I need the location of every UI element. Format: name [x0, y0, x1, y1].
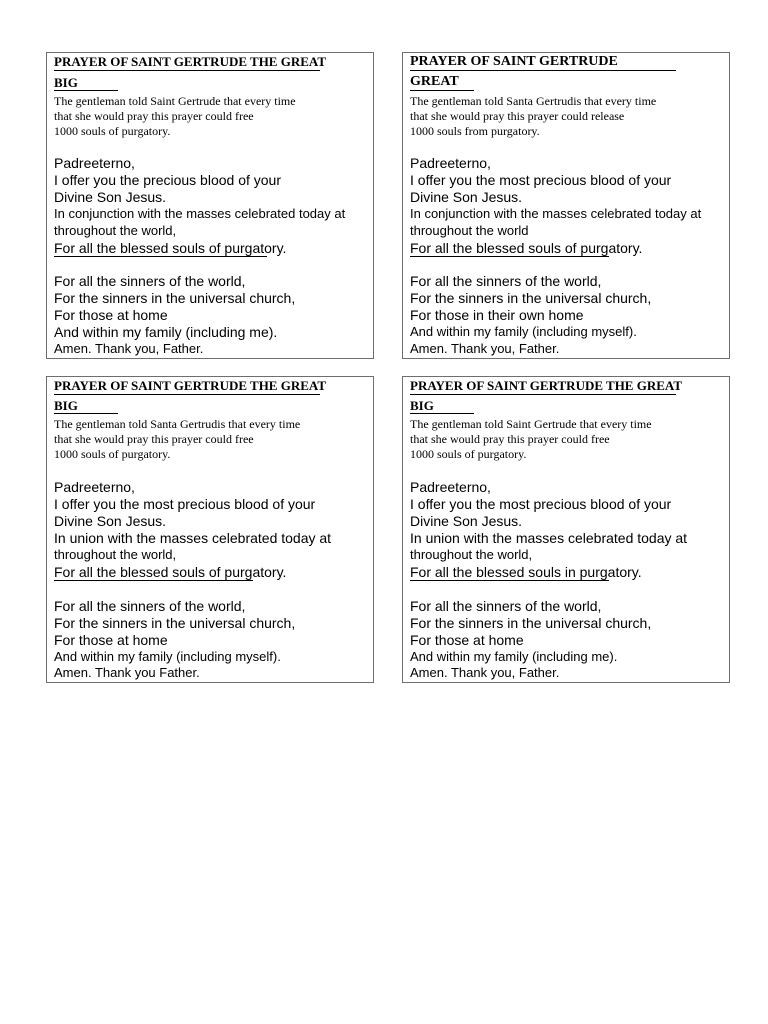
prayer-address: Padreeterno,: [54, 479, 135, 495]
intro-line: that she would pray this prayer could free: [410, 432, 610, 446]
subtitle-underline: [410, 90, 474, 91]
souls-line: For all the blessed souls of purgatory.: [410, 240, 643, 256]
prayer-card: [402, 52, 730, 359]
prayer-line: In union with the masses celebrated today at: [54, 530, 332, 546]
prayer-line: throughout the world: [410, 223, 529, 238]
closing-line: And within my family (including me).: [410, 649, 618, 664]
intro-line: 1000 souls of purgatory.: [54, 124, 171, 138]
intro-line: The gentleman told Saint Gertrude that every time: [54, 94, 296, 108]
title-underline: [54, 394, 320, 395]
closing-line: For those at home: [54, 307, 168, 323]
closing-line: And within my family (including myself).: [54, 649, 281, 664]
prayer-address: Padreeterno,: [410, 155, 491, 171]
intro-line: 1000 souls from purgatory.: [410, 124, 540, 138]
closing-line: For all the sinners of the world,: [54, 598, 246, 614]
intro-line: that she would pray this prayer could release: [410, 109, 625, 123]
prayer-line: I offer you the precious blood of your: [54, 172, 281, 188]
prayer-card: [46, 52, 374, 359]
prayer-line: Divine Son Jesus.: [410, 513, 523, 529]
intro-line: The gentleman told Santa Gertrudis that every time: [410, 94, 657, 108]
card-title: PRAYER OF SAINT GERTRUDE THE GREAT: [54, 378, 326, 393]
card-subtitle: BIG: [54, 75, 78, 90]
closing-line: For those in their own home: [410, 307, 584, 323]
closing-line: For the sinners in the universal church,: [410, 290, 652, 306]
souls-underline: [54, 580, 253, 581]
intro-line: 1000 souls of purgatory.: [54, 447, 171, 461]
intro-line: 1000 souls of purgatory.: [410, 447, 527, 461]
prayer-line: Divine Son Jesus.: [410, 189, 523, 205]
card-subtitle: GREAT: [410, 74, 459, 89]
prayer-line: In union with the masses celebrated today at: [410, 530, 688, 546]
closing-line: And within my family (including myself).: [410, 324, 637, 339]
prayer-line: throughout the world,: [54, 547, 177, 562]
prayer-address: Padreeterno,: [410, 479, 491, 495]
prayer-address: Padreeterno,: [54, 155, 135, 171]
title-underline: [410, 394, 676, 395]
amen-line: Amen. Thank you, Father.: [54, 341, 204, 356]
intro-line: that she would pray this prayer could free: [54, 432, 254, 446]
subtitle-underline: [54, 413, 118, 414]
subtitle-underline: [54, 90, 118, 91]
souls-line: For all the blessed souls of purgatory.: [54, 564, 287, 580]
souls-line: For all the blessed souls in purgatory.: [410, 564, 642, 580]
closing-line: And within my family (including me).: [54, 324, 278, 340]
prayer-line: I offer you the most precious blood of your: [410, 496, 672, 512]
closing-line: For those at home: [410, 632, 524, 648]
prayer-card: [402, 376, 730, 683]
card-title: PRAYER OF SAINT GERTRUDE: [410, 54, 618, 69]
closing-line: For those at home: [54, 632, 168, 648]
closing-line: For all the sinners of the world,: [54, 273, 246, 289]
card-title: PRAYER OF SAINT GERTRUDE THE GREAT: [54, 54, 326, 69]
prayer-line: I offer you the most precious blood of your: [410, 172, 672, 188]
amen-line: Amen. Thank you Father.: [54, 665, 200, 680]
prayer-line: In conjunction with the masses celebrated today at: [54, 206, 346, 221]
souls-line: For all the blessed souls of purgatory.: [54, 240, 287, 256]
title-underline: [54, 70, 320, 71]
closing-line: For the sinners in the universal church,: [54, 290, 296, 306]
card-title: PRAYER OF SAINT GERTRUDE THE GREAT: [410, 378, 682, 393]
closing-line: For all the sinners of the world,: [410, 273, 602, 289]
prayer-line: throughout the world,: [410, 547, 533, 562]
prayer-line: Divine Son Jesus.: [54, 513, 167, 529]
souls-underline: [54, 256, 267, 257]
closing-line: For the sinners in the universal church,: [54, 615, 296, 631]
subtitle-underline: [410, 413, 474, 414]
intro-line: The gentleman told Santa Gertrudis that every time: [54, 417, 301, 431]
amen-line: Amen. Thank you, Father.: [410, 665, 560, 680]
closing-line: For all the sinners of the world,: [410, 598, 602, 614]
prayer-line: Divine Son Jesus.: [54, 189, 167, 205]
prayer-line: I offer you the most precious blood of your: [54, 496, 316, 512]
closing-line: For the sinners in the universal church,: [410, 615, 652, 631]
intro-line: The gentleman told Saint Gertrude that every time: [410, 417, 652, 431]
prayer-card: [46, 376, 374, 683]
prayer-line: In conjunction with the masses celebrated today at: [410, 206, 702, 221]
intro-line: that she would pray this prayer could free: [54, 109, 254, 123]
amen-line: Amen. Thank you, Father.: [410, 341, 560, 356]
prayer-line: throughout the world,: [54, 223, 177, 238]
souls-underline: [410, 256, 609, 257]
title-underline: [410, 70, 676, 71]
card-subtitle: BIG: [410, 398, 434, 413]
souls-underline: [410, 580, 609, 581]
card-subtitle: BIG: [54, 398, 78, 413]
